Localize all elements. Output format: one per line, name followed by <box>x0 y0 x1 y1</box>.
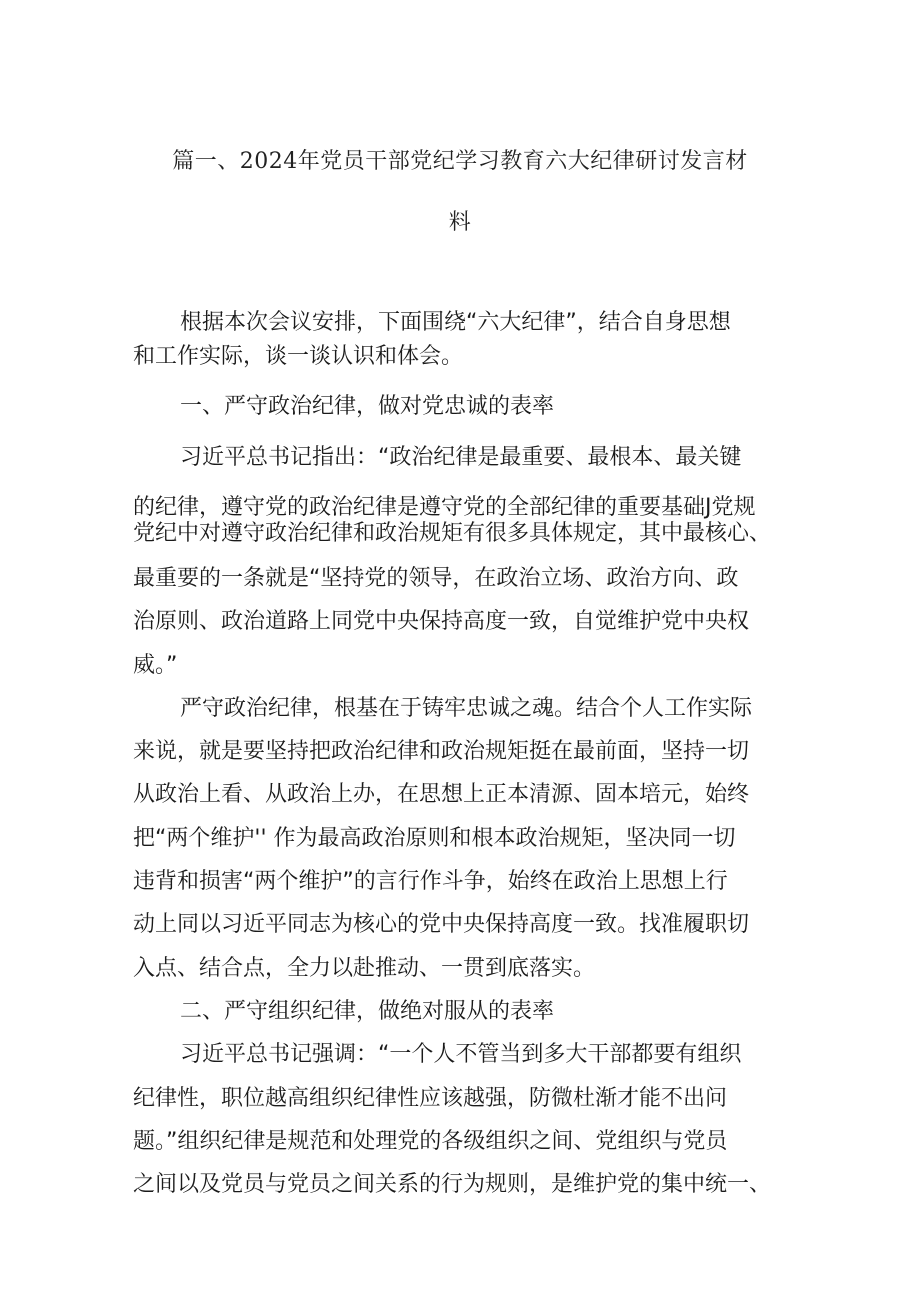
paragraph-line: 威。” <box>133 653 178 678</box>
document-title-line-1: 篇一、2024年党员干部党纪学习教育六大纪律研讨发言材 <box>172 149 748 174</box>
paragraph-line: 从政治上看、从政治上办，在思想上正本清源、固本培元，始终 <box>133 782 750 807</box>
paragraph-line: 题。”组织纪律是规范和处理党的各级组织之间、党组织与党员 <box>133 1129 728 1154</box>
section-heading: 二、严守组织纪律，做绝对服从的表率 <box>180 999 555 1024</box>
paragraph-line: 的纪律，遵守党的政治纪律是遵守党的全部纪律的重要基础J党规 <box>133 495 756 520</box>
document-title-line-2: 料 <box>448 210 472 235</box>
paragraph-line: 严守政治纪律，根基在于铸牢忠诚之魂。结合个人工作实际 <box>180 696 753 721</box>
paragraph-line: 把“两个维护'' 作为最高政治原则和根本政治规矩，坚决同一切 <box>133 826 736 851</box>
paragraph-line: 治原则、政治道路上同党中央保持高度一致，自觉维护党中央权 <box>133 609 750 634</box>
paragraph-line: 纪律性，职位越高组织纪律性应该越强，防微杜渐才能不出问 <box>133 1086 728 1111</box>
paragraph-line: 根据本次会议安排，下面围绕“六大纪律”，结合自身思想 <box>180 310 731 335</box>
section-heading: 一、严守政治纪律，做对党忠诚的表率 <box>180 394 555 419</box>
paragraph-line: 习近平总书记指出：“政治纪律是最重要、最根本、最关键 <box>180 445 742 470</box>
paragraph-line: 之间以及党员与党员之间关系的行为规则，是维护党的集中统一、 <box>133 1172 772 1197</box>
paragraph-line: 违背和损害“两个维护”的言行作斗争，始终在政治上思想上行 <box>133 869 728 894</box>
paragraph-line: 最重要的一条就是“坚持党的领导，在政治立场、政治方向、政 <box>133 566 739 591</box>
paragraph-line: 来说，就是要坚持把政治纪律和政治规矩挺在最前面，坚持一切 <box>133 739 750 764</box>
paragraph-line: 动上同以习近平同志为核心的党中央保持高度一致。找准履职切 <box>133 912 750 937</box>
paragraph-line: 党纪中对遵守政治纪律和政治规矩有很多具体规定，其中最核心、 <box>133 521 772 546</box>
paragraph-line: 和工作实际，谈一谈认识和体会。 <box>133 344 464 369</box>
paragraph-line: 习近平总书记强调：“一个人不管当到多大干部都要有组织 <box>180 1042 742 1067</box>
paragraph-line: 入点、结合点，全力以赴推动、一贯到底落实。 <box>133 956 596 981</box>
